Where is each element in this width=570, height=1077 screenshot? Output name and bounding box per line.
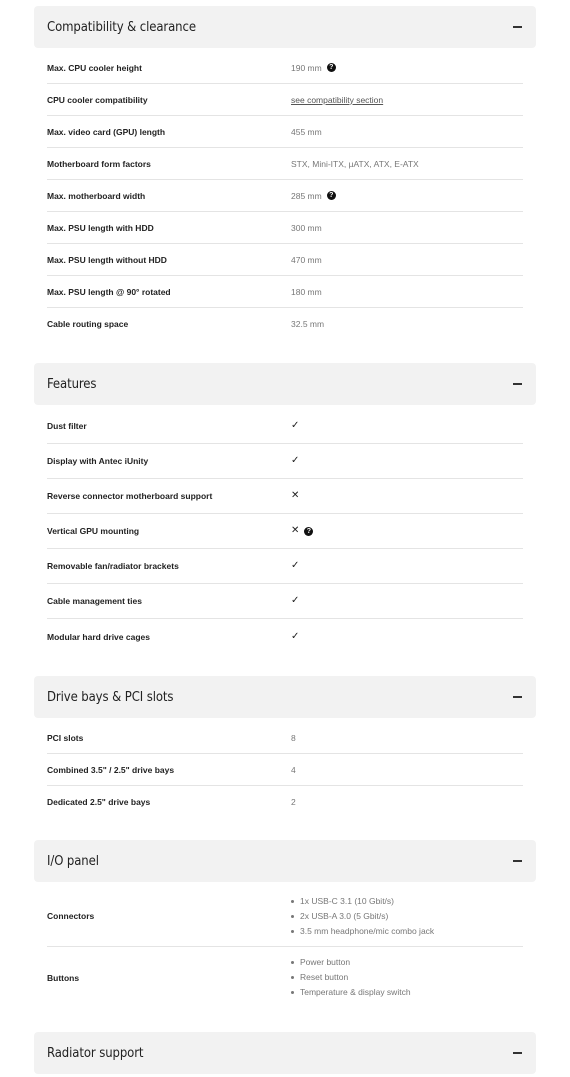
spec-row [47, 754, 523, 786]
list-item: 3.5 mm headphone/mic combo jack [291, 924, 434, 939]
spec-row [47, 722, 523, 754]
spec-value: 8 [291, 732, 296, 743]
check-icon: ✓ [291, 560, 300, 571]
spec-label: Cable routing space [47, 319, 129, 329]
section-header-compatibility[interactable] [34, 6, 536, 48]
minus-icon[interactable] [513, 860, 522, 862]
spec-label: Max. PSU length without HDD [47, 254, 167, 265]
feature-value [291, 596, 299, 606]
list-item: Reset button [291, 970, 411, 985]
feature-row [47, 444, 523, 479]
feature-row [47, 619, 523, 654]
feature-label: Cable management ties [47, 596, 142, 606]
spec-label: Max. PSU length with HDD [47, 222, 154, 233]
minus-icon[interactable] [513, 26, 522, 28]
section-header-radiator-support[interactable] [34, 1032, 536, 1074]
section-header-drive-bays[interactable] [34, 676, 536, 718]
spec-label: Buttons [47, 972, 80, 983]
minus-icon[interactable] [513, 696, 522, 698]
feature-label: Vertical GPU mounting [47, 526, 140, 536]
spec-label: Max. video card (GPU) length [47, 126, 166, 137]
feature-row [47, 514, 523, 549]
spec-value: 4 [291, 764, 296, 775]
spec-label: Dedicated 2.5" drive bays [47, 797, 151, 807]
spec-value: 285 mm ? [291, 191, 336, 201]
spec-label: Max. CPU cooler height [47, 62, 142, 73]
spec-row [47, 786, 523, 818]
spec-value: 470 mm [291, 254, 322, 265]
feature-value [291, 561, 299, 571]
feature-label: Removable fan/radiator brackets [47, 561, 179, 571]
section-header-features[interactable] [34, 363, 536, 405]
spec-row [47, 180, 523, 212]
spec-label: PCI slots [47, 732, 84, 743]
spec-label: Combined 3.5" / 2.5" drive bays [47, 764, 175, 775]
cross-icon: ✕ [291, 490, 300, 501]
spec-row [47, 52, 523, 84]
check-icon: ✓ [291, 455, 300, 466]
spec-row [47, 886, 523, 947]
help-icon[interactable]: ? [304, 527, 313, 536]
spec-label: Max. motherboard width [47, 190, 146, 201]
section-title: Radiator support [47, 1045, 144, 1061]
spec-row [47, 116, 523, 148]
spec-label: Motherboard form factors [47, 158, 151, 169]
spec-value: 300 mm [291, 222, 322, 233]
section-title: I/O panel [47, 853, 99, 869]
check-icon: ✓ [291, 420, 300, 431]
compatibility-section-link[interactable]: see compatibility section [291, 94, 384, 105]
spec-value: 32.5 mm [291, 319, 325, 329]
spec-value [291, 95, 383, 105]
spec-value: 190 mm ? [291, 63, 336, 73]
feature-label: Display with Antec iUnity [47, 456, 149, 466]
feature-row [47, 584, 523, 619]
section-header-io-panel[interactable] [34, 840, 536, 882]
spec-label: Connectors [47, 911, 95, 921]
check-icon: ✓ [291, 630, 300, 642]
spec-label: Max. PSU length @ 90° rotated [47, 286, 171, 297]
cross-icon: ✕ [291, 525, 300, 536]
list-item: Power button [291, 955, 411, 970]
feature-value [291, 456, 299, 466]
button-list [291, 955, 411, 1000]
feature-row [47, 479, 523, 514]
minus-icon[interactable] [513, 383, 522, 385]
list-item: 1x USB-C 3.1 (10 Gbit/s) [291, 894, 434, 909]
section-title: Drive bays & PCI slots [47, 689, 174, 705]
spec-row [47, 276, 523, 308]
spec-value: STX, Mini-ITX, µATX, ATX, E-ATX [291, 158, 419, 169]
spec-row [47, 84, 523, 116]
connector-list [291, 894, 434, 939]
feature-value [291, 491, 299, 501]
list-item: 2x USB-A 3.0 (5 Gbit/s) [291, 909, 434, 924]
feature-label: Modular hard drive cages [47, 631, 150, 642]
feature-value [291, 526, 313, 536]
check-icon: ✓ [291, 595, 300, 606]
feature-row [47, 549, 523, 584]
help-icon[interactable]: ? [327, 63, 336, 72]
spec-row [47, 947, 523, 1008]
spec-row [47, 148, 523, 180]
feature-label: Reverse connector motherboard support [47, 491, 213, 501]
spec-value: 180 mm [291, 286, 322, 297]
minus-icon[interactable] [513, 1052, 522, 1054]
feature-row [47, 409, 523, 444]
feature-value [291, 632, 299, 642]
spec-row [47, 244, 523, 276]
feature-label: Dust filter [47, 421, 87, 431]
section-title: Compatibility & clearance [47, 19, 196, 35]
spec-value: 2 [291, 797, 296, 807]
feature-value [291, 421, 299, 431]
spec-value: 455 mm [291, 126, 322, 137]
spec-row [47, 308, 523, 340]
spec-label: CPU cooler compatibility [47, 94, 148, 105]
help-icon[interactable]: ? [327, 191, 336, 200]
section-title: Features [47, 376, 97, 392]
spec-row [47, 212, 523, 244]
list-item: Temperature & display switch [291, 985, 411, 1000]
